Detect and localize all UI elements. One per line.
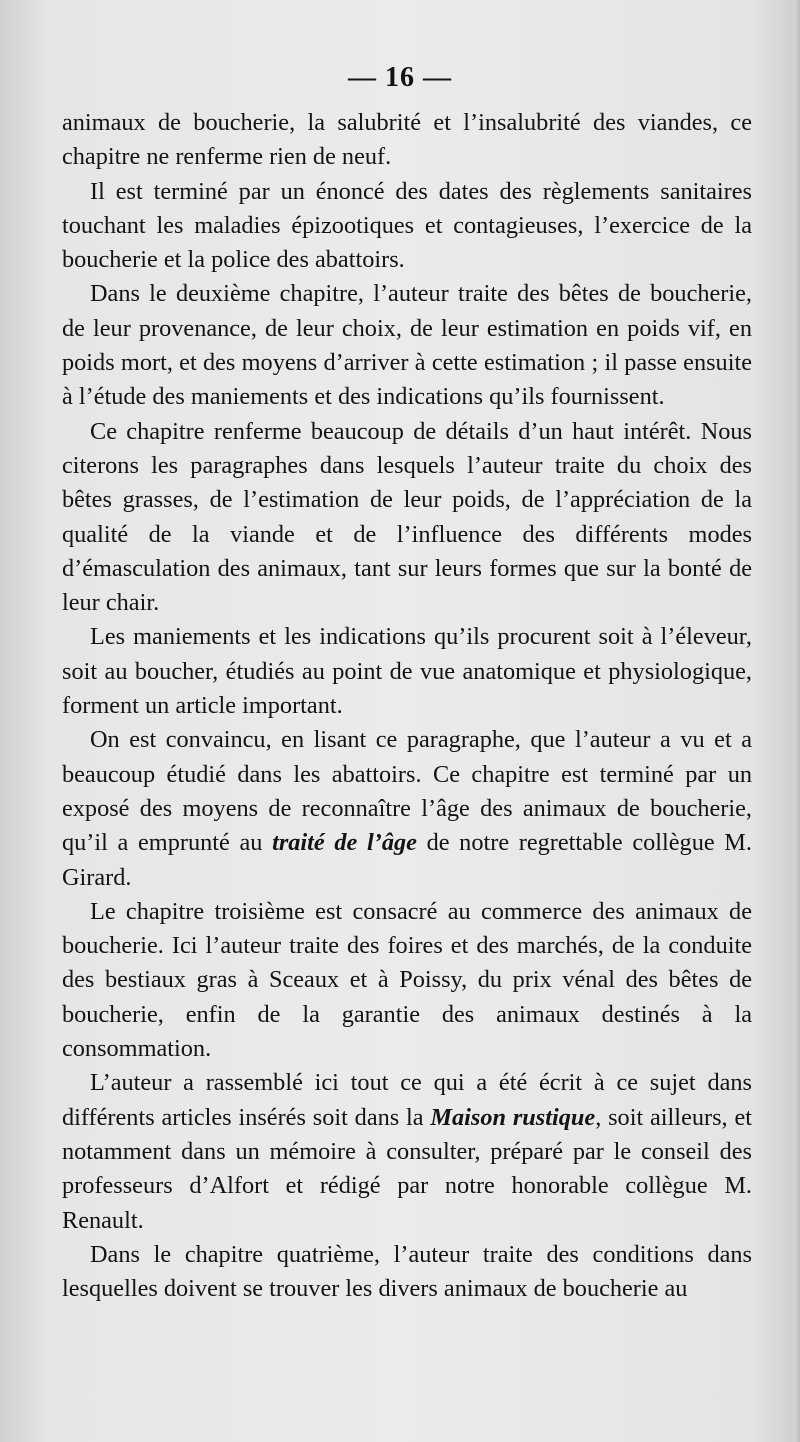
paragraph-5: Les maniements et les indications qu’ils procurent soit à l’éleveur, soit au boucher, étudiés au point de vue anatomique et physiologique, forment un article important. xyxy=(62,623,752,720)
page-edge-shadow xyxy=(794,0,800,1442)
page-number: — 16 — xyxy=(348,62,452,93)
paragraph-8 xyxy=(62,1066,752,1237)
paragraph-4: Ce chapitre renferme beaucoup de détails d’un haut intérêt. Nous citerons les paragraphes dans lesquels l’auteur traite du choix des bêtes grasses, de l’estimation de leur poids, de l’appréciation de la qualité de la viande et de l’influence des différents modes d’émasculation des animaux, tant sur leurs formes que sur la bonté de leur chair. xyxy=(62,417,752,617)
paragraph-6 xyxy=(62,723,752,894)
paragraph-1: animaux de boucherie, la salubrité et l’insalubrité des viandes, ce chapitre ne renferme rien de neuf. xyxy=(62,109,752,171)
book-title-maison-rustique: Maison rustique xyxy=(430,1103,596,1131)
paragraph-8-text-before: L’auteur a rassemblé ici tout ce qui a été écrit à ce sujet dans différents articles insérés soit dans la xyxy=(62,1069,752,1131)
body-text xyxy=(62,106,752,1306)
paragraph-7: Le chapitre troisième est consacré au commerce des animaux de boucherie. Ici l’auteur traite des foires et des marchés, de la conduite des bestiaux gras à Sceaux et à Poissy, du prix vénal des bêtes de boucherie, enfin de la garantie des animaux destinés à la consommation. xyxy=(62,897,752,1063)
paragraph-3: Dans le deuxième chapitre, l’auteur traite des bêtes de boucherie, de leur provenance, de leur choix, de leur estimation en poids vif, en poids mort, et des moyens d’arriver à cette estimation ; il passe ensuite à l’étude des maniements et des indications qu’ils fournissent. xyxy=(62,280,752,411)
book-title-traite-de-lage: traité de l’âge xyxy=(272,829,417,857)
paragraph-6-text-after: de notre regrettable collègue M. Girard. xyxy=(62,829,752,891)
paragraph-8-text-after: , soit ailleurs, et notamment dans un mémoire à consulter, préparé par le conseil des professeurs d’Alfort et rédigé par notre honorable collègue M. Renault. xyxy=(62,1103,752,1234)
paragraph-6-text-before: On est convaincu, en lisant ce paragraphe, que l’auteur a vu et a beaucoup étudié dans les abattoirs. Ce chapitre est terminé par un exposé des moyens de reconnaître l’âge des animaux de boucherie, qu’il a emprunté au xyxy=(62,726,752,857)
paragraph-2: Il est terminé par un énoncé des dates des règlements sanitaires touchant les maladies épizootiques et contagieuses, l’exercice de la boucherie et la police des abattoirs. xyxy=(62,177,752,274)
paragraph-9: Dans le chapitre quatrième, l’auteur traite des conditions dans lesquelles doivent se trouver les divers animaux de boucherie au xyxy=(62,1240,752,1303)
